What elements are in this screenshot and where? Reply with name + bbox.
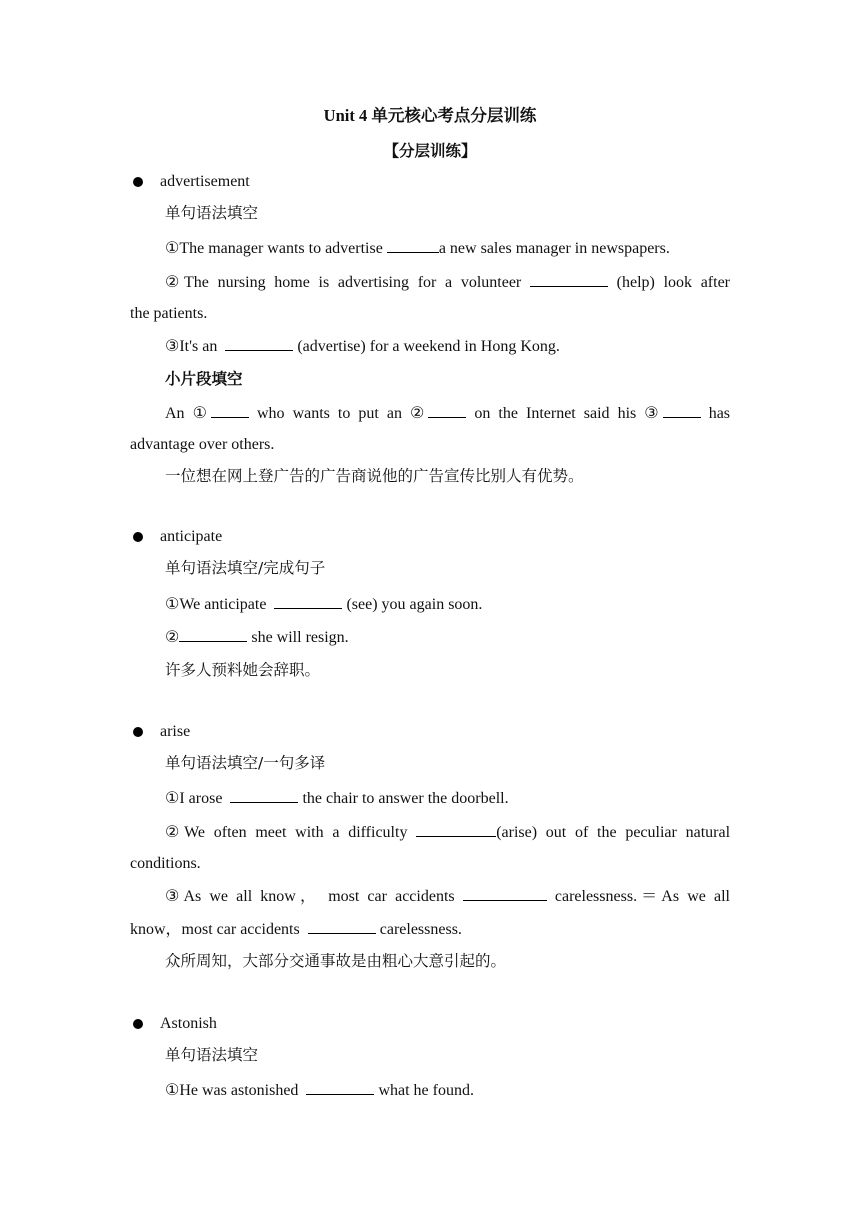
- question-line: [165, 626, 349, 648]
- bullet-icon: [133, 532, 143, 542]
- question-line: [165, 271, 730, 293]
- question-text: ②The nursing home is advertising for a volunteer: [165, 274, 530, 291]
- answer-blank[interactable]: [416, 821, 496, 837]
- question-text: a new sales manager in newspapers.: [438, 240, 670, 257]
- question-text: ①We anticipate: [165, 596, 271, 613]
- question-text: the patients.: [130, 305, 208, 322]
- paragraph-text: advantage over others.: [130, 436, 275, 453]
- bullet-icon: [133, 177, 143, 187]
- section-word-arise: arise: [160, 723, 191, 740]
- section-word-anticipate: anticipate: [160, 528, 223, 545]
- paragraph-line: [165, 402, 730, 424]
- paragraph-text: has: [708, 405, 731, 422]
- question-text: conditions.: [130, 855, 201, 872]
- question-text: (help) look after: [616, 274, 731, 291]
- question-text: ③It's an: [165, 338, 222, 355]
- paragraph-text: on the Internet said his ③: [474, 405, 663, 422]
- question-text: know，most car accidents: [130, 921, 304, 938]
- answer-blank[interactable]: [663, 402, 701, 418]
- translation-text: 许多人预料她会辞职。: [165, 661, 321, 679]
- section-heading: 单句语法填空: [165, 1046, 259, 1064]
- translation-text: 众所周知，大部分交通事故是由粗心大意引起的。: [165, 952, 507, 970]
- answer-blank[interactable]: [306, 1079, 374, 1095]
- question-text: carelessness.: [375, 921, 462, 938]
- question-text: ②We often meet with a difficulty: [165, 824, 417, 841]
- page-title: Unit 4 单元核心考点分层训练: [323, 106, 537, 125]
- paragraph-text: who wants to put an ②: [256, 405, 429, 422]
- section-heading: 单句语法填空/完成句子: [165, 559, 326, 577]
- page-subtitle: 【分层训练】: [383, 142, 477, 160]
- answer-blank[interactable]: [387, 237, 439, 253]
- question-text: (advertise) for a weekend in Hong Kong.: [293, 338, 560, 355]
- answer-blank[interactable]: [211, 402, 249, 418]
- answer-blank[interactable]: [230, 787, 298, 803]
- section-heading: 单句语法填空: [165, 204, 259, 222]
- bullet-icon: [133, 1019, 143, 1029]
- answer-blank[interactable]: [428, 402, 466, 418]
- question-line: [165, 821, 730, 843]
- question-text: ③As we all know， most car accidents: [165, 888, 463, 905]
- section-heading: 单句语法填空/一句多译: [165, 754, 326, 772]
- question-line: [165, 237, 670, 259]
- question-line: [165, 335, 560, 357]
- question-text: carelessness.＝As we all: [554, 888, 730, 905]
- question-line: [130, 918, 462, 940]
- question-text: what he found.: [374, 1082, 474, 1099]
- question-text: ②: [165, 629, 180, 646]
- answer-blank[interactable]: [179, 626, 247, 642]
- bullet-icon: [133, 727, 143, 737]
- question-text: (arise) out of the peculiar natural: [496, 824, 731, 841]
- section-word-advertisement: advertisement: [160, 173, 250, 190]
- answer-blank[interactable]: [530, 271, 608, 287]
- section-word-astonish: Astonish: [160, 1015, 217, 1032]
- answer-blank[interactable]: [308, 918, 376, 934]
- section-heading: 小片段填空: [165, 370, 243, 388]
- answer-blank[interactable]: [225, 335, 293, 351]
- question-text: the chair to answer the doorbell.: [298, 790, 509, 807]
- question-line: [165, 1079, 474, 1101]
- question-line: [165, 885, 730, 907]
- question-line: [165, 593, 482, 615]
- paragraph-text: An ①: [165, 405, 211, 422]
- question-text: ①The manager wants to advertise: [165, 240, 387, 257]
- question-line: [165, 787, 509, 809]
- question-text: ①I arose: [165, 790, 227, 807]
- question-text: (see) you again soon.: [342, 596, 483, 613]
- question-text: she will resign.: [247, 629, 349, 646]
- question-text: ①He was astonished: [165, 1082, 303, 1099]
- answer-blank[interactable]: [274, 593, 342, 609]
- answer-blank[interactable]: [463, 885, 547, 901]
- translation-text: 一位想在网上登广告的广告商说他的广告宣传比别人有优势。: [165, 467, 584, 485]
